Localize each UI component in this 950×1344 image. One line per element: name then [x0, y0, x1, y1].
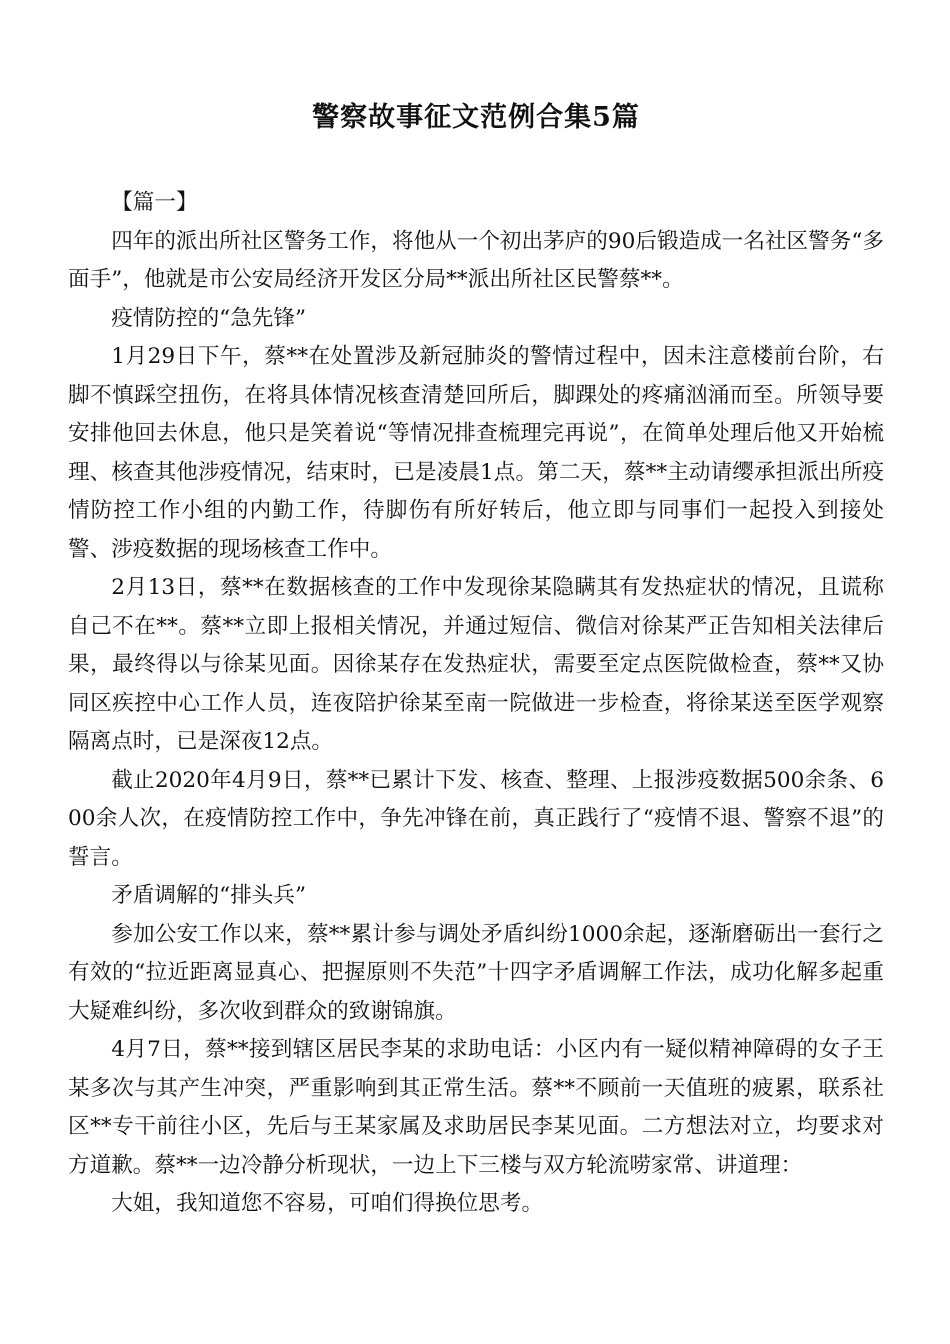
paragraph: 大姐，我知道您不容易，可咱们得换位思考。	[111, 1191, 544, 1216]
section-heading: 【篇一】	[111, 190, 198, 215]
document-body	[68, 184, 884, 1224]
paragraph: 四年的派出所社区警务工作，将他从一个初出茅庐的90后锻造成一名社区警务“多面手”，他就是市公安局经济开发区分局**派出所社区民警蔡**。	[68, 228, 884, 292]
paragraph: 1月29日下午，蔡**在处置涉及新冠肺炎的警情过程中，因未注意楼前台阶，右脚不慎踩空扭伤，在将具体情况核查清楚回所后，脚踝处的疼痛汹涌而至。所领导要安排他回去休息，他只是笑着说“等情况排查梳理完再说”，在简单处理后他又开始梳理、核查其他涉疫情况，结束时，已是凌晨1点。第二天，蔡**主动请缨承担派出所疫情防控工作小组的内勤工作，待脚伤有所好转后，他立即与同事们一起投入到接处警、涉疫数据的现场核查工作中。	[68, 344, 884, 562]
document-title: 警察故事征文范例合集5篇	[312, 102, 640, 133]
paragraph: 2月13日，蔡**在数据核查的工作中发现徐某隐瞒其有发热症状的情况，且谎称自己不在**。蔡**立即上报相关情况，并通过短信、微信对徐某严正告知相关法律后果，最终得以与徐某见面。因徐某存在发热症状，需要至定点医院做检查，蔡**又协同区疾控中心工作人员，连夜陪护徐某至南一院做进一步检查，将徐某送至医学观察隔离点时，已是深夜12点。	[68, 575, 884, 754]
document-page	[68, 96, 884, 1224]
paragraph: 截止2020年4月9日，蔡**已累计下发、核查、整理、上报涉疫数据500余条、600余人次，在疫情防控工作中，争先冲锋在前，真正践行了“疫情不退、警察不退”的誓言。	[68, 767, 884, 870]
subheading: 疫情防控的“急先锋”	[111, 305, 307, 331]
subheading: 矛盾调解的“排头兵”	[111, 883, 307, 908]
paragraph: 4月7日，蔡**接到辖区居民李某的求助电话：小区内有一疑似精神障碍的女子王某多次与其产生冲突，严重影响到其正常生活。蔡**不顾前一天值班的疲累，联系社区**专干前往小区，先后与王某家属及求助居民李某见面。二方想法对立，均要求对方道歉。蔡**一边冷静分析现状，一边上下三楼与双方轮流唠家常、讲道理：	[68, 1037, 884, 1178]
paragraph: 参加公安工作以来，蔡**累计参与调处矛盾纠纷1000余起，逐渐磨砺出一套行之有效的“拉近距离显真心、把握原则不失范”十四字矛盾调解工作法，成功化解多起重大疑难纠纷，多次收到群众的致谢锦旗。	[68, 921, 884, 1024]
